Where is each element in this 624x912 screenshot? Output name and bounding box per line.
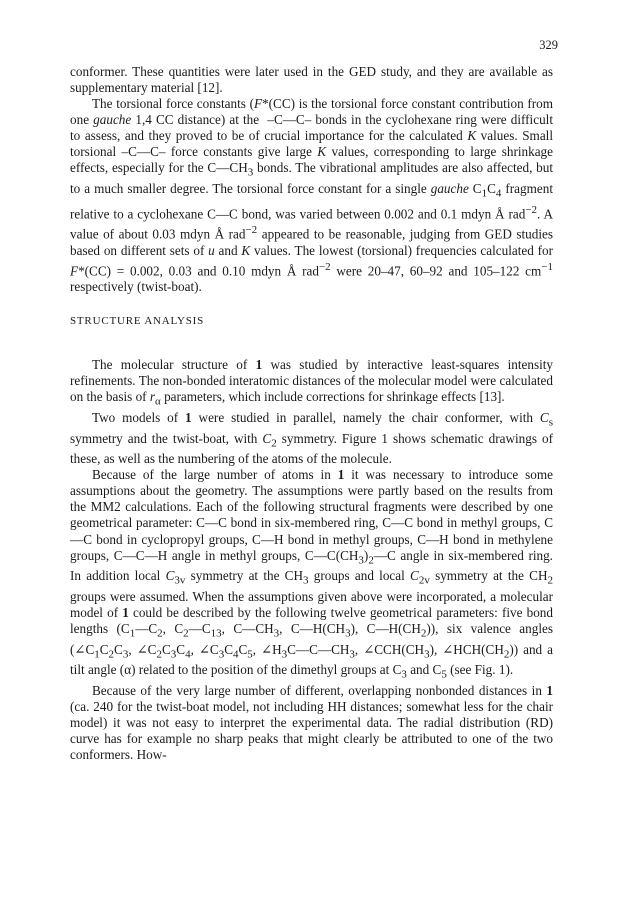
paragraph: Because of the very large number of different, overlapping nonbonded distances in 1 (ca. 240 for the twist-boat model, not including HH distances; somewhat less for the chair model) it was not easy to interpret the experimental data. The radial distribution (RD) curve has for example no sharp peaks that might clearly be attributed to one of the two conformers. How-	[70, 683, 553, 763]
paragraph: conformer. These quantities were later used in the GED study, and they are available as supplementary material [12].	[70, 64, 553, 96]
paragraph: The torsional force constants (F*(CC) is the torsional force constant contribution from one gauche 1,4 CC distance) at the –C—C– bonds in the cyclohexane ring were difficult to assess, and they proved to be of crucial importance for the calculated K values. Small torsional –C—C– force constants give large K values, corresponding to large shrinkage effects, especially for the $C—CH_3$ bonds. The vibrational amplitudes are also affected, but to a much smaller degree. The torsional force constant for a single gauche $C_1C_4$ fragment relative to a cyclohexane C—C bond, was varied between 0.002 and 0.1 mdyn Å rad$^{-2}$. A value of about 0.03 mdyn Å rad$^{-2}$ appeared to be reasonable, judging from GED studies based on different sets of u and K values. The lowest (torsional) frequencies calculated for F*(CC) = 0.002, 0.03 and 0.10 mdyn Å rad$^{-2}$ were 20–47, 60–92 and 105–122 $cm^{-1}$ respectively (twist-boat).	[70, 96, 554, 295]
page-number: 329	[539, 38, 558, 52]
paragraph: Two models of 1 were studied in parallel, namely the chair conformer, with $C_s$ symmetry and the twist-boat, with $C_2$ symmetry. Figure 1 shows schematic drawings of these, as well as the numbering of the atoms of the molecule.	[70, 409, 553, 467]
paragraph: The molecular structure of 1 was studied by interactive least-squares intensity refinements. The non-bonded interatomic distances of the molecular model were calculated on the basis of $r_\alpha$ parameters, which include corrections for shrinkage effects [13].	[70, 357, 554, 408]
article-body	[70, 64, 553, 763]
body-after-heading	[70, 357, 553, 763]
section-heading: STRUCTURE ANALYSIS	[70, 315, 205, 328]
paragraph: Because of the large number of atoms in 1 it was necessary to introduce some assumptions about the geometry. The assumptions were partly based on the results from the MM2 calculations. Each of the following structural fragments were described by one geometrical parameter: C—C bond in six-membered ring, C—C bond in methyl groups, C—C bond in cyclopropyl groups, C—H bond in methyl groups, C—H bond in methylene groups, C—C—H angle in methyl groups, $C—C(CH_3)_2—C$ angle in six-membered ring. In addition local $C_{3v}$ symmetry at the $CH_3$ groups and local $C_{2v}$ symmetry at the $CH_2$ groups were assumed. When the assumptions given above were incorporated, a molecular model of 1 could be described by the following twelve geometrical parameters: five bond lengths ($C_1—C_2$, $C_2—C_{13}$, $C—CH_3$, $C—H(CH_3)$, $C—H(CH_2)$), six valence angles ($\angle C_1C_2C_3$, $\angle C_2C_3C_4$, $\angle C_3C_4C_5$, $\angle H_3C—C—CH_3$, $\angle CCH(CH_3)$, $\angle HCH(CH_2)$) and a tilt angle (α) related to the position of the dimethyl groups at $C_3$ and $C_5$ (see Fig. 1).	[70, 467, 553, 682]
body-before-heading	[70, 64, 553, 295]
